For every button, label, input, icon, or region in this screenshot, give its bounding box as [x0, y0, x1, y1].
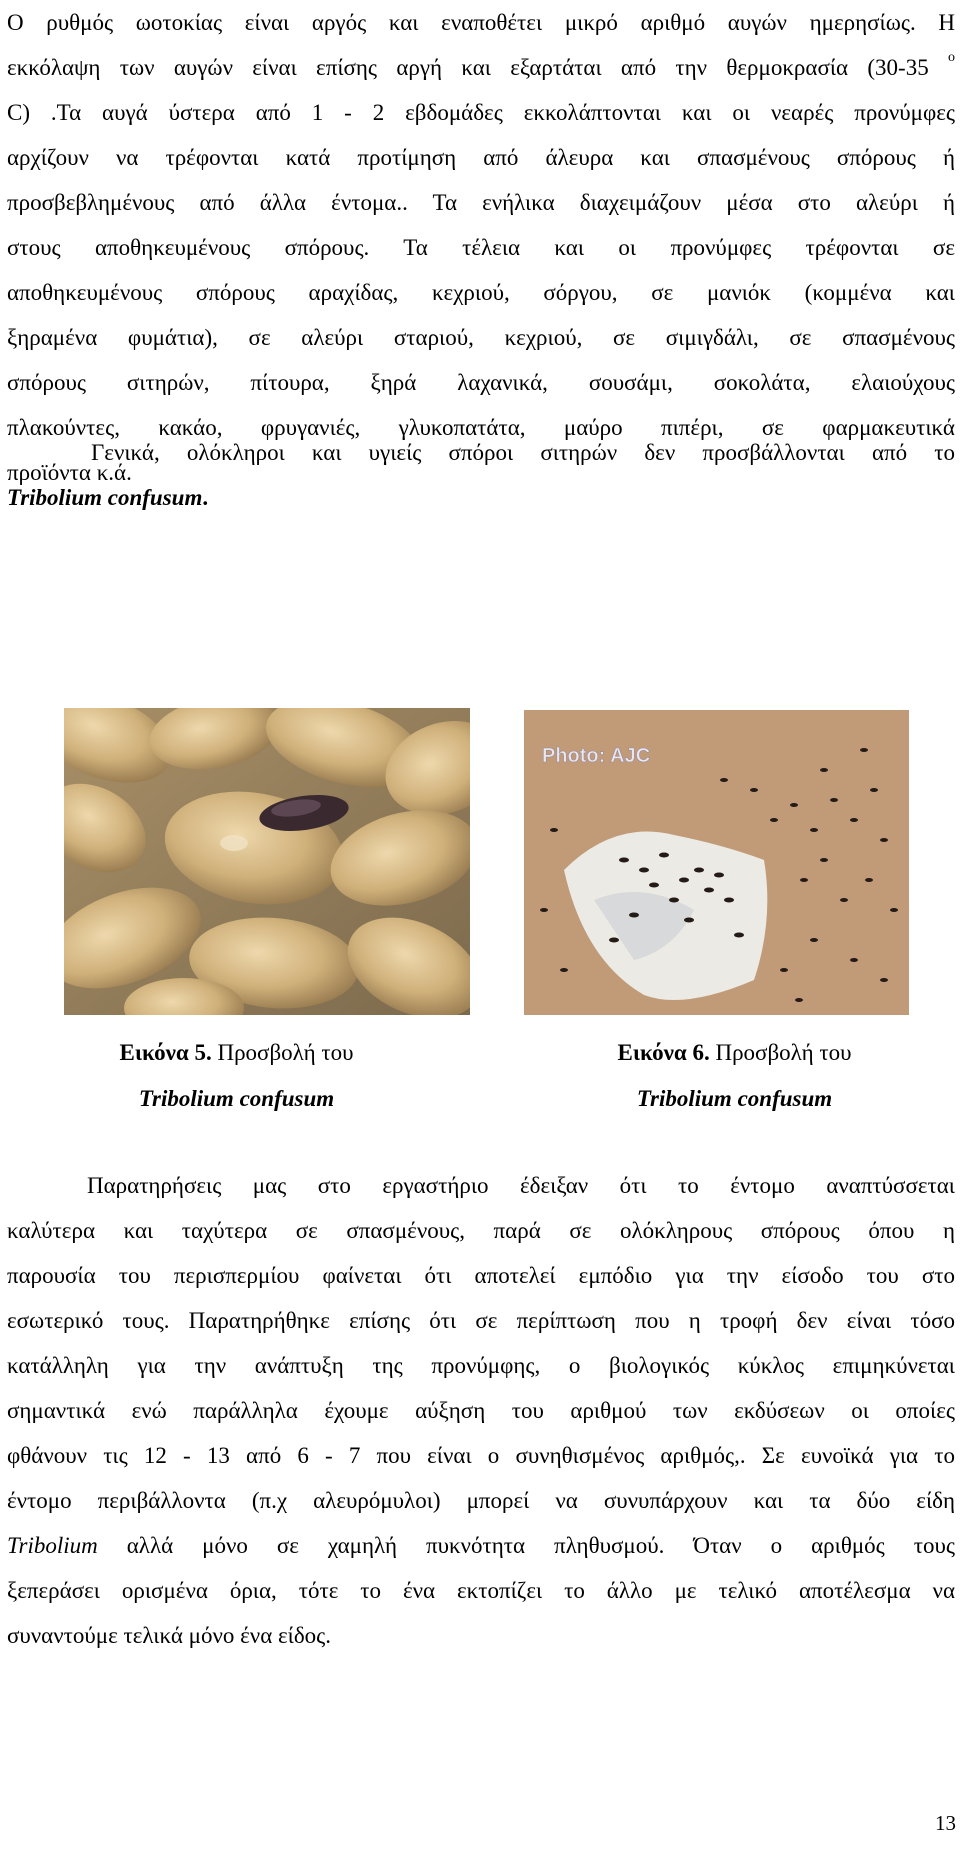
paragraph-whole-grains: [7, 430, 955, 520]
text-line: αποθηκευμένους σπόρους αραχίδας, κεχριού, σόργου, σε μανιόκ (κομμένα και: [7, 280, 955, 305]
text-line: παρουσία του περισπερμίου φαίνεται ότι αποτελεί εμπόδιο για την είσοδο του στο: [7, 1263, 955, 1288]
text-line: Tribolium αλλά μόνο σε χαμηλή πυκνότητα πληθυσμού. Όταν ο αριθμός τους: [7, 1533, 955, 1558]
paragraph-reproduction: [7, 0, 955, 495]
caption-line: Εικόνα 6. Προσβολή του: [617, 1040, 852, 1065]
text-line: Παρατηρήσεις μας στο εργαστήριο έδειξαν ότι το έντομο αναπτύσσεται: [87, 1173, 955, 1198]
text-line: Ο ρυθμός ωοτοκίας είναι αργός και εναποθέτει μικρό αριθμό αυγών ημερησίως. Η: [7, 10, 955, 35]
text-line: στους αποθηκευμένους σπόρους. Τα τέλεια και οι προνύμφες τρέφονται σε: [7, 235, 955, 260]
caption-species: Tribolium confusum: [636, 1086, 833, 1111]
text-line: ξεπεράσει ορισμένα όρια, τότε το ένα εκτοπίζει το άλλο με τελικό αποτέλεσμα να: [7, 1578, 955, 1603]
text-line: πλακούντες, κακάο, φρυγανιές, γλυκοπατάτα, μαύρο πιπέρι, σε φαρμακευτικά: [7, 415, 955, 440]
photo-watermark: Photo: AJC: [542, 745, 651, 767]
text-line: καλύτερα και ταχύτερα σε σπασμένους, παρά σε ολόκληρους σπόρους όπου η: [7, 1218, 955, 1243]
text-line: εσωτερικό τους. Παρατηρήθηκε επίσης ότι σε περίπτωση που η τροφή δεν είναι τόσο: [7, 1308, 955, 1333]
text-line: σημαντικά ενώ παράλληλα έχουμε αύξηση του αριθμού των εκδύσεων οι οποίες: [7, 1398, 955, 1423]
infested-flour-photo: [524, 710, 909, 1015]
text-line: συναντούμε τελικά μόνο ένα είδος.: [7, 1623, 332, 1648]
figure-6-caption: [562, 1030, 907, 1122]
text-line: προϊόντα κ.ά.: [7, 460, 132, 485]
caption-line: Εικόνα 5. Προσβολή του: [119, 1040, 354, 1065]
text-line: σπόρους σιτηρών, πίτουρα, ξηρά λαχανικά, σουσάμι, σοκολάτα, ελαιούχους: [7, 370, 955, 395]
text-line: ξηραμένα φυμάτια), σε αλεύρι σταριού, κεχριού, σε σιμιγδάλι, σε σπασμένους: [7, 325, 955, 350]
text-line: εκκόλαψη των αυγών είναι επίσης αργή και εξαρτάται από την θερμοκρασία (30-35 $^o$: [7, 50, 955, 80]
text-line: προσβεβλημένους από άλλα έντομα.. Τα ενήλικα διαχειμάζουν μέσα στο αλεύρι ή: [7, 190, 955, 215]
text-line: κατάλληλη για την ανάπτυξη της προνύμφης, ο βιολογικός κύκλος επιμηκύνεται: [7, 1353, 955, 1378]
text-line: αρχίζουν να τρέφονται κατά προτίμηση από άλευρα και σπασμένους σπόρους ή: [7, 145, 955, 170]
figure-6-image: [524, 710, 909, 1015]
text-line: C) .Τα αυγά ύστερα από 1 - 2 εβδομάδες εκκολάπτονται και οι νεαρές προνύμφες: [7, 100, 955, 125]
page-number: 13: [935, 1811, 956, 1835]
text-line: έντομο περιβάλλοντα (π.χ αλευρόμυλοι) μπορεί να συνυπάρχουν και τα δύο είδη: [7, 1488, 955, 1513]
caption-species: Tribolium confusum: [138, 1086, 335, 1111]
text-line: Tribolium confusum.: [7, 485, 209, 510]
species-name: Tribolium confusum: [7, 485, 203, 510]
text-line: Γενικά, ολόκληροι και υγιείς σπόροι σιτηρών δεν προσβάλλονται από το: [91, 440, 955, 465]
genus-name: Tribolium: [7, 1533, 98, 1558]
paragraph-observations: [7, 1163, 955, 1658]
text-line: φθάνουν τις 12 - 13 από 6 - 7 που είναι ο συνηθισμένος αριθμός,. Σε ευνοϊκά για το: [7, 1443, 955, 1468]
degree-mark: o: [948, 50, 955, 65]
figure-5-image: [64, 708, 470, 1015]
figure-5-caption: [64, 1030, 409, 1122]
infested-grain-photo: [64, 708, 470, 1015]
